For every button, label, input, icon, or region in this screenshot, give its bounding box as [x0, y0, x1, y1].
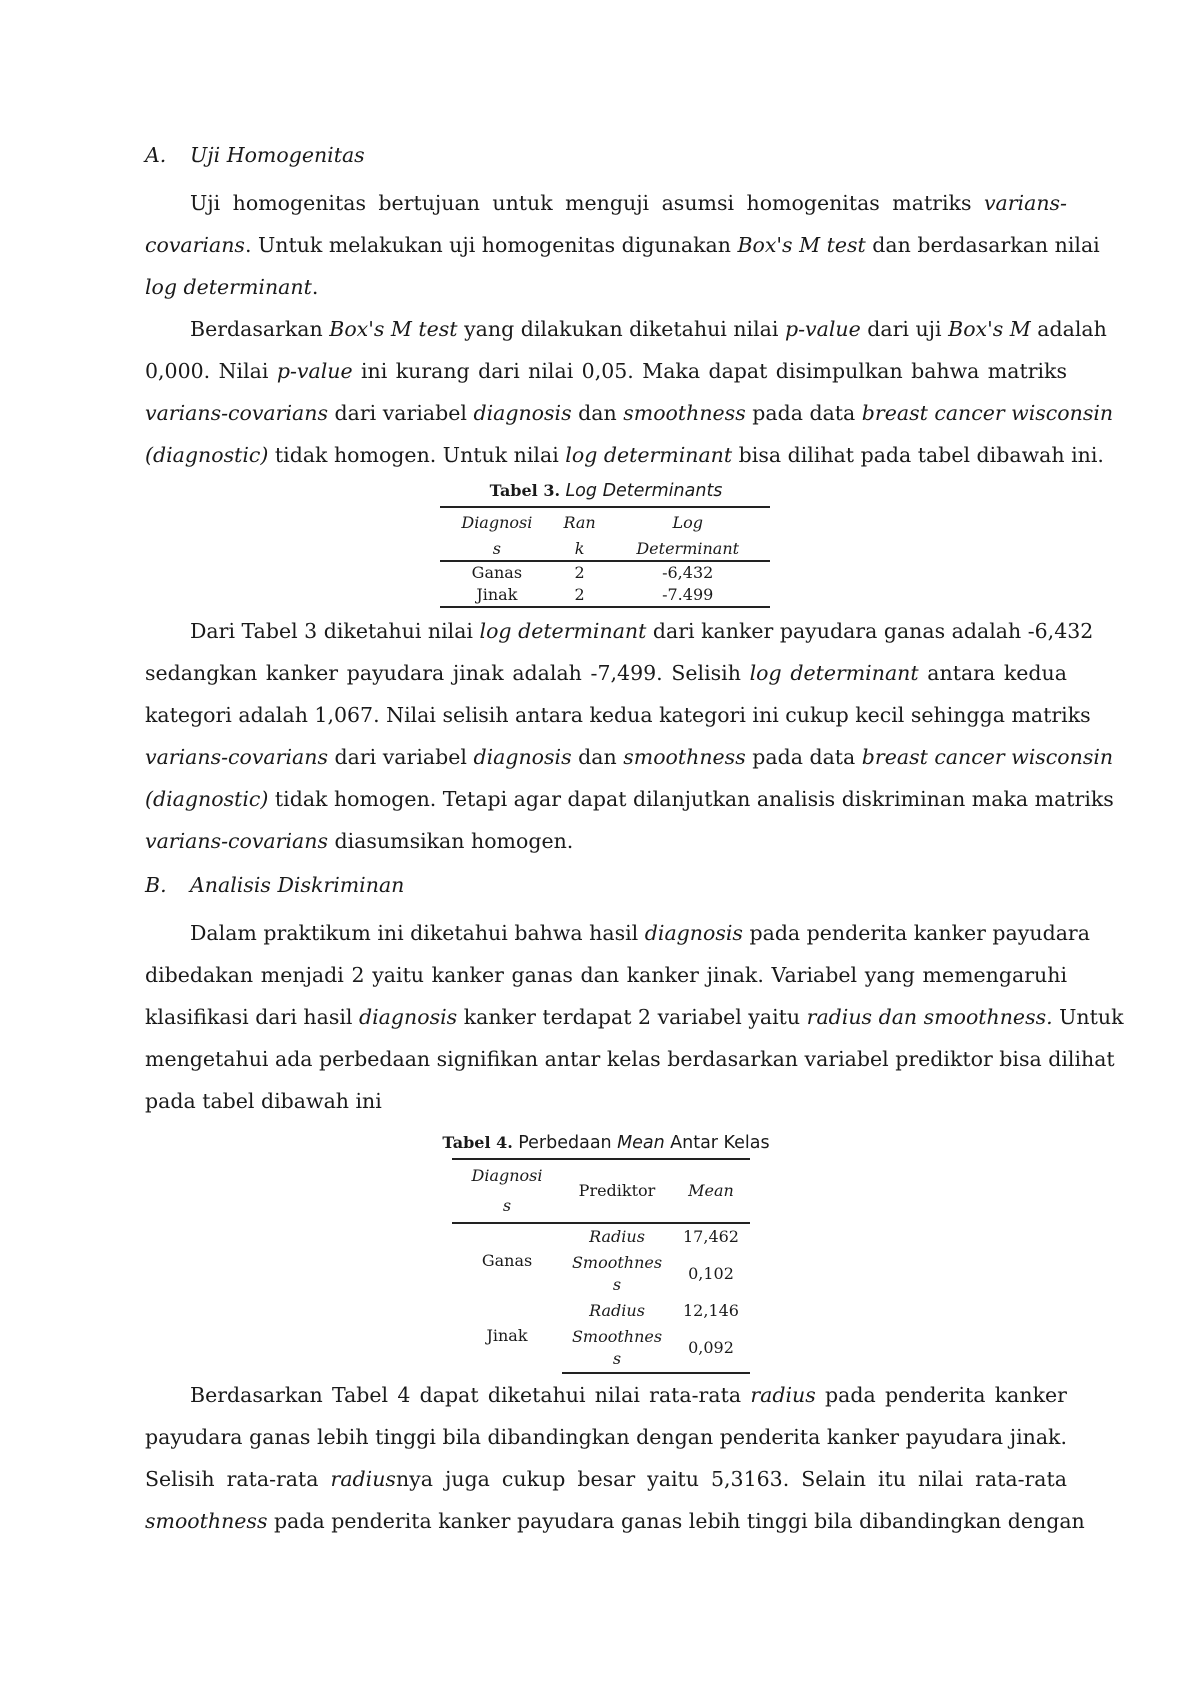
section-b-number: B.	[145, 873, 167, 897]
table3-header-log: Log	[605, 507, 770, 538]
section-a-title: Uji Homogenitas	[190, 143, 365, 167]
table3-header-diagnosis: Diagnosi	[440, 507, 554, 538]
paragraph-homogenitas-intro: Uji homogenitas bertujuan untuk menguji asumsi homogenitas matriks varians- covarians. Untuk melakukan uji homogenitas digunakan Box's M test dan berdasarkan nilai log determinant.	[145, 191, 1100, 299]
table-row: Ganas Radius 17,462	[481, 1227, 739, 1270]
document-page	[145, 140, 1124, 1542]
section-b-heading	[145, 870, 1067, 900]
section-a-number: A.	[145, 143, 167, 167]
paragraph-table4-discussion: Berdasarkan Tabel 4 dapat diketahui nilai rata-rata radius pada penderita kanker payudara ganas lebih tinggi bila dibandingkan dengan penderita kanker payudara jinak. Selisih rata-rata radiusnya juga cukup besar yaitu 5,3163. Selain itu nilai rata-rata smoothness pada penderita kanker payudara ganas lebih tinggi bila dibandingkan dengan	[145, 1383, 1085, 1533]
section-b-title: Analisis Diskriminan	[190, 873, 405, 897]
table-row: Smoothnes s 0,102	[571, 1253, 734, 1294]
table-row: Jinak 2 -7.499	[440, 584, 770, 607]
table4-header-diagnosis: Diagnosi s	[452, 1159, 562, 1223]
table3-log-determinants: Diagnosi Ran Log s k Determinant Ganas 2 -6,432 Jinak 2 -7.499	[440, 506, 770, 608]
paragraph-diskriminan-intro: Dalam praktikum ini diketahui bahwa hasil diagnosis pada penderita kanker payudara dibedakan menjadi 2 yaitu kanker ganas dan kanker jinak. Variabel yang memengaruhi klasifikasi dari hasil diagnosis kanker terdapat 2 variabel yaitu radius dan smoothness. Untuk mengetahui ada perbedaan signifikan antar kelas berdasarkan variabel prediktor bisa dilihat pada tabel dibawah ini	[145, 921, 1124, 1113]
table-row: Jinak Radius 12,146	[486, 1301, 739, 1345]
paragraph-table3-discussion: Dari Tabel 3 diketahui nilai log determinant dari kanker payudara ganas adalah -6,432 sedangkan kanker payudara jinak adalah -7,499. Selisih log determinant antara kedua kategori adalah 1,067. Nilai selisih antara kedua kategori ini cukup kecil sehingga matriks varians-covarians dari variabel diagnosis dan smoothness pada data breast cancer wisconsin (diagnostic) tidak homogen. Tetapi agar dapat dilanjutkan analisis diskriminan maka matriks varians-covarians diasumsikan homogen.	[145, 619, 1114, 853]
table4-header-mean: Mean	[672, 1159, 750, 1223]
paragraph-boxs-m: Berdasarkan Box's M test yang dilakukan diketahui nilai p-value dari uji Box's M adalah 0,000. Nilai p-value ini kurang dari nilai 0,05. Maka dapat disimpulkan bahwa matriks varians-covarians dari variabel diagnosis dan smoothness pada data breast cancer wisconsin (diagnostic) tidak homogen. Untuk nilai log determinant bisa dilihat pada tabel dibawah ini.	[145, 317, 1114, 467]
table3-header-rank: Ran	[554, 507, 606, 538]
table-row: Smoothnes s 0,092	[452, 1324, 750, 1373]
table4-caption: Tabel 4. Perbedaan Mean Antar Kelas	[442, 1133, 770, 1153]
table3-caption: Tabel 3. Log Determinants	[489, 481, 723, 501]
table-row: Ganas 2 -6,432	[471, 563, 714, 582]
table4-header-predictor: Prediktor	[562, 1159, 672, 1223]
table4-mean-difference	[452, 1158, 750, 1374]
section-a-heading	[145, 140, 1067, 170]
